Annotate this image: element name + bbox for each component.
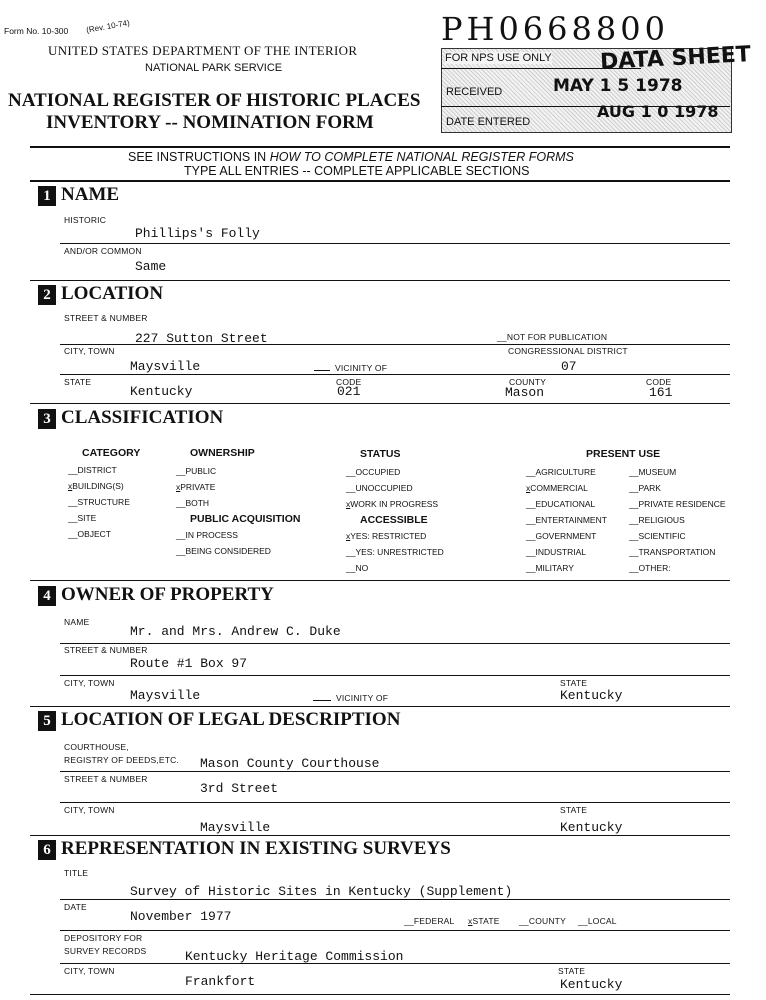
survey-local: __LOCAL xyxy=(578,916,617,926)
city-value: Maysville xyxy=(130,359,201,374)
county-value: Mason xyxy=(505,385,545,400)
ownership-private xyxy=(176,482,215,492)
instructions-line1 xyxy=(128,150,574,164)
section-6-number: 6 xyxy=(38,840,56,860)
use-commercial-label: COMMERCIAL xyxy=(530,483,588,493)
category-object: __OBJECT xyxy=(68,529,111,539)
divider xyxy=(30,180,730,182)
status-unoccupied: __UNOCCUPIED xyxy=(346,483,413,493)
divider xyxy=(30,146,730,148)
status-heading: STATUS xyxy=(360,448,401,460)
field-line xyxy=(60,675,730,676)
category-site: __SITE xyxy=(68,513,97,523)
field-line xyxy=(60,344,730,345)
acquisition-heading: PUBLIC ACQUISITION xyxy=(190,513,301,525)
depo-state-label: STATE xyxy=(558,966,586,976)
section-4-number: 4 xyxy=(38,586,56,606)
ownership-public: __PUBLIC xyxy=(176,466,217,476)
common-label: AND/OR COMMON xyxy=(64,246,142,256)
legal-state: Kentucky xyxy=(560,820,623,835)
owner-name: Mr. and Mrs. Andrew C. Duke xyxy=(130,624,341,639)
divider xyxy=(30,280,730,281)
use-religious: __RELIGIOUS xyxy=(629,515,685,525)
use-educational: __EDUCATIONAL xyxy=(526,499,596,509)
accessible-unrestricted: __YES: UNRESTRICTED xyxy=(346,547,444,557)
field-line xyxy=(60,802,730,803)
city-label: CITY, TOWN xyxy=(64,346,115,356)
status-work-label: WORK IN PROGRESS xyxy=(350,499,439,509)
checkmark: x xyxy=(526,483,531,493)
survey-title: Survey of Historic Sites in Kentucky (Supplement) xyxy=(130,884,513,899)
data-sheet-stamp: DATA SHEET xyxy=(599,42,752,75)
checkmark: x xyxy=(176,482,181,492)
status-work-in-progress xyxy=(346,499,438,509)
field-line xyxy=(60,243,730,244)
divider xyxy=(30,994,730,995)
instructions-prefix: SEE INSTRUCTIONS IN xyxy=(128,150,270,164)
legal-city: Maysville xyxy=(200,820,271,835)
section-2-number: 2 xyxy=(38,285,56,305)
legal-city-label: CITY, TOWN xyxy=(64,805,115,815)
accessible-restricted-label: YES: RESTRICTED xyxy=(350,531,427,541)
survey-federal: __FEDERAL xyxy=(404,916,455,926)
use-museum: __MUSEUM xyxy=(629,467,677,477)
field-line xyxy=(60,374,730,375)
form-title-line2: INVENTORY -- NOMINATION FORM xyxy=(46,112,374,133)
use-transportation: __TRANSPORTATION xyxy=(629,547,716,557)
county-label: COUNTY xyxy=(509,377,547,387)
ownership-heading: OWNERSHIP xyxy=(190,447,255,459)
received-label: RECEIVED xyxy=(446,86,503,98)
field-line xyxy=(60,930,730,931)
survey-records-label: SURVEY RECORDS xyxy=(64,946,147,956)
survey-date: November 1977 xyxy=(130,909,232,924)
accessible-heading: ACCESSIBLE xyxy=(360,514,428,526)
depo-city: Frankfort xyxy=(185,974,256,989)
state-code-value: 021 xyxy=(337,384,361,399)
checkmark: x xyxy=(346,499,351,509)
survey-state xyxy=(468,916,500,926)
present-use-heading: PRESENT USE xyxy=(586,448,661,460)
received-stamp: MAY 1 5 1978 xyxy=(553,76,683,96)
street-value: 227 Sutton Street xyxy=(135,331,268,346)
vicinity-blank xyxy=(314,370,330,371)
use-military: __MILITARY xyxy=(526,563,574,573)
legal-street-label: STREET & NUMBER xyxy=(64,774,148,784)
depository-label: DEPOSITORY FOR xyxy=(64,933,143,943)
category-structure: __STRUCTURE xyxy=(68,497,130,507)
checkmark: x xyxy=(346,531,351,541)
legal-street: 3rd Street xyxy=(200,781,279,796)
common-name: Same xyxy=(135,259,167,274)
county-code-label: CODE xyxy=(646,377,672,387)
section-1-number: 1 xyxy=(38,186,56,206)
entered-stamp: AUG 1 0 1978 xyxy=(597,102,719,121)
handwritten-id: PH0668800 xyxy=(441,10,669,48)
owner-vicinity-label: VICINITY OF xyxy=(336,693,389,703)
divider xyxy=(30,706,730,707)
department-name: UNITED STATES DEPARTMENT OF THE INTERIOR xyxy=(48,43,358,58)
state-label: STATE xyxy=(64,377,92,387)
state-code-label: CODE xyxy=(336,377,362,387)
section-1-title: NAME xyxy=(61,184,120,205)
category-district: __DISTRICT xyxy=(68,465,117,475)
acquisition-in-process: __IN PROCESS xyxy=(176,530,238,540)
owner-city: Maysville xyxy=(130,688,201,703)
section-5-title: LOCATION OF LEGAL DESCRIPTION xyxy=(61,709,401,730)
field-line xyxy=(60,643,730,644)
owner-name-label: NAME xyxy=(64,617,90,627)
section-3-number: 3 xyxy=(38,409,56,429)
survey-state-label: STATE xyxy=(472,916,500,926)
section-3-title: CLASSIFICATION xyxy=(61,407,224,428)
use-commercial xyxy=(526,483,588,493)
accessible-no: __NO xyxy=(346,563,369,573)
section-2-title: LOCATION xyxy=(61,283,164,304)
vicinity-blank xyxy=(313,700,331,701)
nps-line-1 xyxy=(441,68,641,69)
field-line xyxy=(60,899,730,900)
survey-date-label: DATE xyxy=(64,902,87,912)
not-for-publication: __NOT FOR PUBLICATION xyxy=(497,332,608,342)
ownership-both: __BOTH xyxy=(176,498,210,508)
registry-label: REGISTRY OF DEEDS,ETC. xyxy=(64,755,180,765)
legal-state-label: STATE xyxy=(560,805,588,815)
street-label: STREET & NUMBER xyxy=(64,313,148,323)
date-entered-label: DATE ENTERED xyxy=(446,116,531,128)
survey-title-label: TITLE xyxy=(64,868,89,878)
congressional-value: 07 xyxy=(561,359,577,374)
courthouse-label: COURTHOUSE, xyxy=(64,742,129,752)
category-buildings-label: BUILDING(S) xyxy=(72,481,124,491)
historic-label: HISTORIC xyxy=(64,215,107,225)
form-number: Form No. 10-300 xyxy=(4,26,69,36)
depo-city-label: CITY, TOWN xyxy=(64,966,115,976)
instructions-title: HOW TO COMPLETE NATIONAL REGISTER FORMS xyxy=(269,150,574,164)
acquisition-considered: __BEING CONSIDERED xyxy=(176,546,271,556)
owner-state: Kentucky xyxy=(560,688,623,703)
use-industrial: __INDUSTRIAL xyxy=(526,547,586,557)
divider xyxy=(30,580,730,581)
category-heading: CATEGORY xyxy=(82,447,141,459)
historic-name: Phillips's Folly xyxy=(135,226,260,241)
owner-state-label: STATE xyxy=(560,678,588,688)
use-entertainment: __ENTERTAINMENT xyxy=(526,515,607,525)
use-other: __OTHER: xyxy=(629,563,671,573)
use-scientific: __SCIENTIFIC xyxy=(629,531,686,541)
field-line xyxy=(60,963,730,964)
category-buildings xyxy=(68,481,124,491)
form-title-line1: NATIONAL REGISTER OF HISTORIC PLACES xyxy=(8,90,421,111)
owner-street: Route #1 Box 97 xyxy=(130,656,248,671)
divider xyxy=(30,835,730,836)
county-code-value: 161 xyxy=(649,385,673,400)
depo-state: Kentucky xyxy=(560,977,623,992)
checkmark: x xyxy=(68,481,73,491)
courthouse-value: Mason County Courthouse xyxy=(200,756,380,771)
owner-city-label: CITY, TOWN xyxy=(64,678,115,688)
owner-street-label: STREET & NUMBER xyxy=(64,645,148,655)
status-occupied: __OCCUPIED xyxy=(346,467,401,477)
section-6-title: REPRESENTATION IN EXISTING SURVEYS xyxy=(61,838,451,859)
use-government: __GOVERNMENT xyxy=(526,531,597,541)
service-name: NATIONAL PARK SERVICE xyxy=(145,62,283,74)
instructions-line2: TYPE ALL ENTRIES -- COMPLETE APPLICABLE SECTIONS xyxy=(184,164,530,178)
accessible-restricted xyxy=(346,531,426,541)
nps-use-label: FOR NPS USE ONLY xyxy=(445,52,552,64)
use-agriculture: __AGRICULTURE xyxy=(526,467,596,477)
divider xyxy=(30,403,730,404)
vicinity-label: VICINITY OF xyxy=(335,363,388,373)
state-value: Kentucky xyxy=(130,384,193,399)
section-4-title: OWNER OF PROPERTY xyxy=(61,584,274,605)
section-5-number: 5 xyxy=(38,711,56,731)
ownership-private-label: PRIVATE xyxy=(180,482,216,492)
field-line xyxy=(60,771,730,772)
checkmark: x xyxy=(468,916,473,926)
depository-value: Kentucky Heritage Commission xyxy=(185,949,404,964)
use-park: __PARK xyxy=(629,483,661,493)
survey-county: __COUNTY xyxy=(519,916,566,926)
congressional-label: CONGRESSIONAL DISTRICT xyxy=(508,346,628,356)
form-revision: (Rev. 10-74) xyxy=(85,18,131,35)
use-private-residence: __PRIVATE RESIDENCE xyxy=(629,499,726,509)
